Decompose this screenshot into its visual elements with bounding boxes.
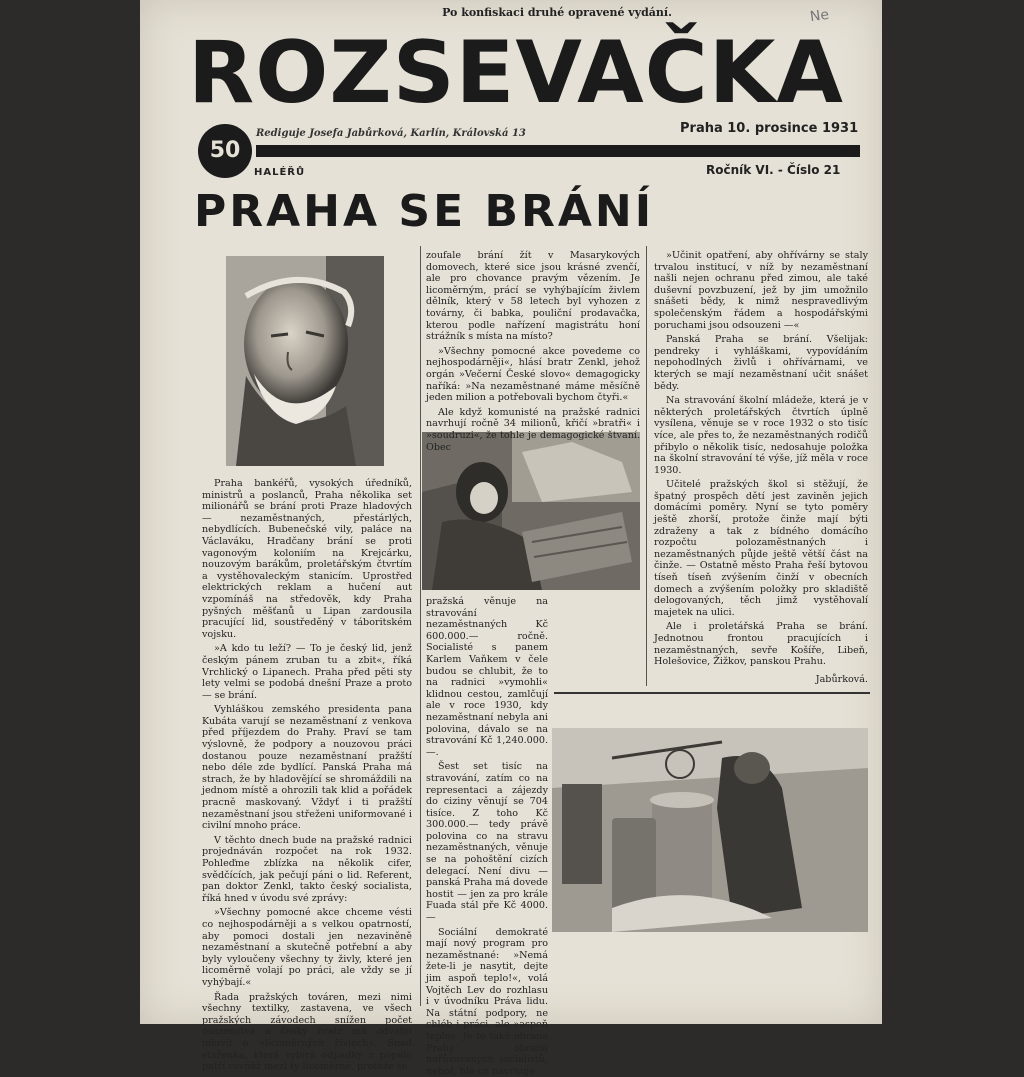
portrait-photo <box>226 256 384 466</box>
pencil-annotation: Ne <box>808 6 831 26</box>
paragraph: Sociální demokraté mají nový program pro nezaměstnané: »Nemá žete-li je nasytit, dejte jim aspoň teplo!«, volá Vojtěch Lev do rozhlasu i v úvodníku Práva lidu. Na státní podpory, ne chléb i práci, ale »aspoň teplo«. Je to také obrana Prahy obrana nařůzovaných socialistů, neboť, hle co navrhuje: <box>426 926 548 1077</box>
article-headline: PRAHA SE BRÁNÍ <box>194 186 655 237</box>
column-divider <box>420 246 421 1006</box>
author-signature: Jabůrková. <box>815 673 868 685</box>
dateline: Praha 10. prosince 1931 <box>680 121 859 136</box>
paragraph: »Učinit opatření, aby ohřívárny se staly trvalou institucí, v níž by nezaměstnaní našli nejen ochranu před zimou, ale také duševní povzbuzení, jež by jim umožnilo snášeti bědy, k nimž nespravedlivým společenským řádem a hospodářskými poruchami jsou odsouzeni —« <box>654 250 868 331</box>
paragraph: Učitelé pražských škol si stěžují, že špatný prospěch dětí jest zaviněn jejich domácími poměry. Nyní se tyto poměry ještě zhorší, protože činže mají býti zdraženy a tak z bídného domácího rozpočtu polozaměstnaných i nezaměstnaných půjde ještě větší část na činže. — Ostatně město Praha řeší bytovou tíseň tíseň zvýšením činží v obecních domech a zvýšením položky pro skladiště delogovaných, těch jimž vystěhovalí majetek na ulici. <box>654 479 868 618</box>
price-unit: HALÉŘŮ <box>254 167 306 178</box>
trash-bins-photo <box>552 728 868 932</box>
paragraph: Praha bankéřů, vysokých úředníků, ministrů a poslanců, Praha několika set milionářů se brání proti Praze hladových — nezaměstnaných, přestárlých, nebydlících. Bubenečské vily, paláce na Václaváku, Hradčany brání se proti vagonovým koloniím na Krejcárku, nouzovým barákům, proletářským čtvrtím a vystěhovaleckým stanicím. Uprostřed elektrických reklam a hučení aut vzpomínáš na středověk, kdy Praha pyšných měšťanů u Lipan zardousila pracující lid, soustředěný v táboritském vojsku. <box>202 478 412 640</box>
issue-number: Ročník VI. - Číslo 21 <box>706 163 841 177</box>
paragraph: »Všechny pomocné akce povedeme co nejhospodárněji«, hlásí bratr Zenkl, jehož orgán »Večerní České slovo« demagogicky naříká: »Na nezaměstnané máme měsíčně jeden milion a potřebovali bychom čtyři.« <box>426 345 640 404</box>
paragraph: V těchto dnech bude na pražské radnici projednáván rozpočet na rok 1932. Pohleďme zblízka na několik cifer, svědčících, jak pečují páni o lid. Referent, pan doktor Zenkl, takto český socialista, říká hned v úvodu své zprávy: <box>202 834 412 904</box>
paragraph: Řada pražských továren, mezi nimi všechny textilky, zastavena, ve všech pražských závodech snížen počet osazenstva a český bratr má odvahu mluvit o »licoměrných živlech«. Snad stařenka, která vybírá odpadky z popele patří rovněž mezi ty licoměrné, protože se <box>202 991 412 1073</box>
bins-image <box>552 728 868 932</box>
street-seller-image <box>422 432 640 590</box>
paragraph: Panská Praha se brání. Všelijak: pendreky i vyhláškami, vypovídáním nepohodlných živlů i ohřívárnami, ve kterých se mají nezaměstnaní učit snášet bědy. <box>654 334 868 392</box>
left-column <box>202 478 412 1073</box>
portrait-image <box>226 256 384 466</box>
paragraph: Vyhláškou zemského presidenta pana Kubáta varují se nezaměstnaní z venkova před příjezdem do Prahy. Praví se tam výslovně, že podpory a nouzovou práci dostanou pouze nezaměstnaní pražští nebo déle zde bydlící. Panská Praha má strach, že by hladovějící se shromáždili na jednom místě a ohrozili tak klid a pořádek pracně maskovaný. Vždyť i ti pražští nezaměstnaní jsou střeženi uniformované i civilní mnoho práce. <box>202 704 412 832</box>
middle-column-bottom <box>426 596 548 1077</box>
paragraph: Ale když komunisté na pražské radnici navrhují ročně 34 milionů, křičí »bratři« i »soudruzi«, že tohle je demagogické štvaní. Obec <box>426 406 640 453</box>
paragraph: zoufale brání žít v Masarykových domovech, které sice jsou krásné zvenčí, ale pro chovance pravým vězením. Je licoměrným, prácí se vyhýbajícím živlem dělník, který v 58 letech byl vyhozen z továrny, či babka, pouliční prodavačka, kterou podle nařízení magistrátu honí strážník s místa na místo? <box>426 250 640 343</box>
price-badge: 50 <box>198 124 252 178</box>
column-divider <box>646 246 647 686</box>
middle-column-top <box>426 250 640 453</box>
editor-line: Rediguje Josefa Jabůrková, Karlín, Královská 13 <box>256 128 526 139</box>
paragraph: Šest set tisíc na stravování, zatím co na representaci a zájezdy do ciziny věnují se 704 tisíce. Z toho Kč 300.000.— tedy právě polovina co na stravu nezaměstnaných, věnuje se na pohoštění cizích delegací. Není divu — panská Praha má dovede hostit — jen za pro krále Fuada stál pře Kč 4000.— <box>426 761 548 924</box>
paragraph: »Všechny pomocné akce chceme vésti co nejhospodárněji a s velkou opatrností, aby pomoci dostali jen nezaviněně nezaměstnaní a skutečně potřební a aby byly vyloučeny všechny ty živly, které jen licoměrně volají po práci, ale vždy se jí vyhýbají.« <box>202 907 412 988</box>
right-column <box>654 250 868 690</box>
paragraph: pražská věnuje na stravování nezaměstnaných Kč 600.000.— ročně. Socialisté s panem Karlem Vaňkem v čele budou se chlubit, že to na radnici »vymohli« klidnou cestou, zamlčují ale v roce 1930, kdy nezaměstnaní nebyla ani polovina, dávalo se na stravování Kč 1,240.000.—. <box>426 596 548 758</box>
masthead-rule <box>256 145 860 157</box>
newspaper-page <box>140 0 882 1077</box>
old-woman-photo <box>422 432 640 590</box>
paragraph: Ale i proletářská Praha se brání. Jednotnou frontou pracujících i nezaměstnaných, sevře Košíře, Libeň, Holešovice, Žižkov, panskou Prahu. <box>654 621 868 668</box>
masthead-title: ROZSEVAČKA <box>188 23 844 123</box>
section-rule <box>554 692 870 694</box>
paragraph: »A kdo tu leží? — To je český lid, jenž českým pánem zruban tu a zbit«, říká Vrchlický o Lipanech. Praha před pěti sty lety velmi se podobá dnešní Praze a proto — se brání. <box>202 643 412 701</box>
reprint-note: Po konfiskaci druhé opravené vydání. <box>442 6 672 19</box>
paragraph: Na stravování školní mládeže, která je v některých proletářských čtvrtích úplně vysílena, věnuje se v roce 1932 o sto tisíc více, ale přes to, že nezaměstnaných rodičů přibylo o několik tisíc, nedosahuje položka na školní stravování té výše, jíž měla v roce 1930. <box>654 395 868 476</box>
